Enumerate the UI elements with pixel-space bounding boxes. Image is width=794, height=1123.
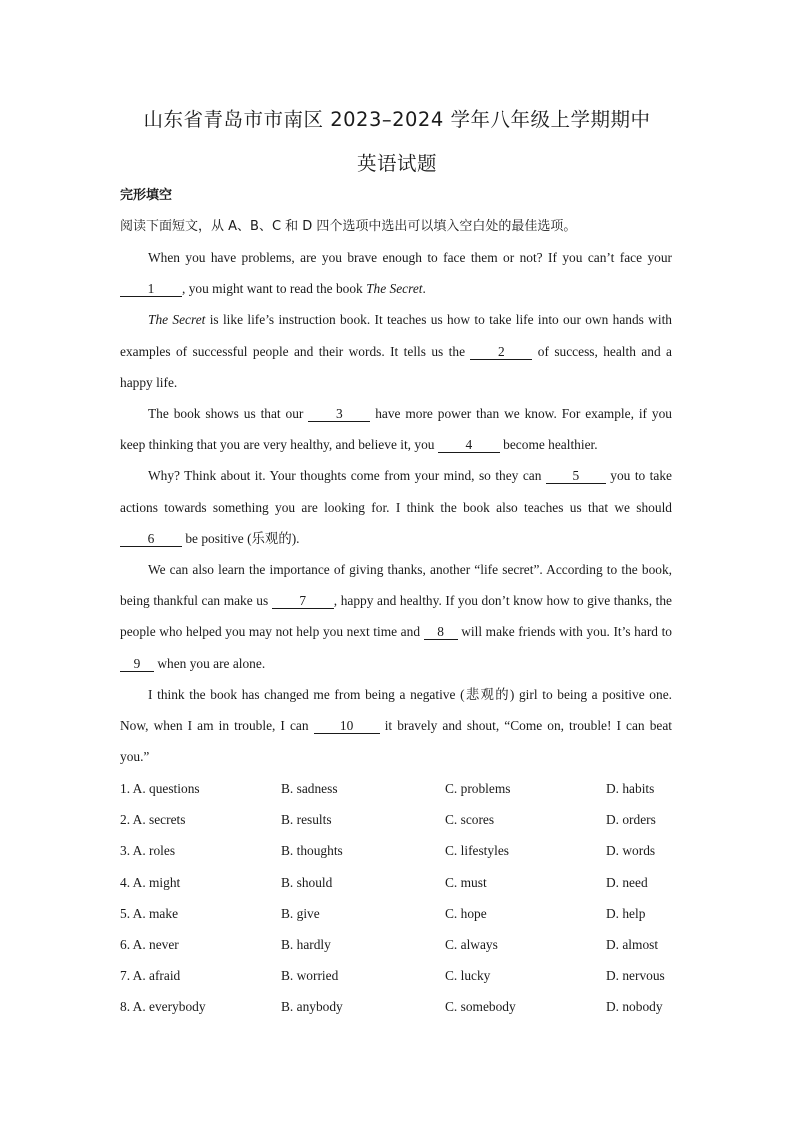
option-a: 6. A. never — [120, 936, 179, 952]
option-d: D. habits — [606, 781, 655, 796]
option-c: C. hope — [445, 905, 487, 921]
blank-2: 2 — [470, 344, 532, 360]
blank-6: 6 — [120, 531, 182, 547]
option-row — [120, 960, 680, 991]
option-b: B. sadness — [281, 781, 338, 796]
paragraph-1 — [120, 242, 672, 304]
option-c: C. scores — [445, 812, 495, 828]
option-b: B. worried — [281, 968, 339, 984]
option-a: 8. A. everybody — [120, 999, 206, 1015]
option-row — [120, 835, 680, 866]
option-d: D. orders — [606, 812, 656, 828]
section-heading: 完形填空 — [120, 188, 173, 203]
option-row — [120, 773, 680, 804]
text: . — [422, 281, 426, 297]
option-d: D. need — [606, 874, 648, 890]
instructions: 阅读下面短文，从 A、B、C 和 D 四个选项中选出可以填入空白处的最佳选项。 — [120, 219, 577, 234]
option-c: C. must — [445, 874, 487, 890]
option-c: C. problems — [445, 781, 511, 796]
option-a: 4. A. might — [120, 874, 181, 890]
blank-4: 4 — [438, 437, 500, 453]
option-b: B. give — [281, 905, 320, 921]
text: We can also learn the importance of giving thanks, another “life secret”. According to the book, being thankful can make us — [120, 562, 672, 609]
text: Why? Think about it. Your thoughts come from your mind, so they can — [148, 468, 546, 484]
option-d: D. nobody — [606, 999, 663, 1015]
option-b: B. thoughts — [281, 843, 343, 859]
cloze-passage — [120, 242, 672, 772]
option-a: 2. A. secrets — [120, 812, 186, 828]
option-b: B. anybody — [281, 999, 343, 1015]
document-title: 山东省青岛市市南区 2023–2024 学年八年级上学期期中 — [143, 108, 651, 131]
paragraph-2 — [120, 304, 672, 398]
text: it bravely and shout, “Come on, trouble! I can beat you.” — [120, 718, 672, 765]
paragraph-3 — [120, 398, 672, 460]
paragraph-5 — [120, 554, 672, 679]
text: I think the book has changed me from being a negative (悲观的) girl to being a positive one. Now, when I am in trouble, I can — [120, 686, 672, 734]
text: will make friends with you. It’s hard to — [457, 624, 672, 640]
text: The book shows us that our — [148, 406, 309, 422]
option-d: D. nervous — [606, 968, 665, 984]
option-a: 3. A. roles — [120, 843, 176, 859]
option-b: B. should — [281, 874, 333, 890]
book-title: The Secret — [366, 281, 423, 297]
option-row — [120, 867, 680, 898]
paragraph-6 — [120, 679, 672, 773]
option-b: B. results — [281, 812, 332, 828]
text: When you have problems, are you brave enough to face them or not? If you can’t face your — [148, 250, 672, 265]
blank-3: 3 — [308, 406, 370, 422]
blank-1: 1 — [120, 281, 182, 297]
book-title: The Secret — [148, 312, 206, 328]
blank-7: 7 — [272, 593, 334, 609]
option-d: D. words — [606, 843, 656, 859]
document-subtitle: 英语试题 — [356, 152, 437, 175]
text: , happy and healthy. If you don’t know how to give thanks, the people who helped you may not help you next time and — [120, 593, 672, 640]
answer-options — [120, 773, 680, 1023]
option-row — [120, 991, 680, 1022]
paragraph-4 — [120, 460, 672, 554]
option-row — [120, 804, 680, 835]
option-a: 7. A. afraid — [120, 968, 181, 984]
option-c: C. always — [445, 936, 498, 952]
option-b: B. hardly — [281, 936, 331, 952]
text: when you are alone. — [154, 655, 266, 671]
blank-5: 5 — [546, 468, 606, 484]
text: become healthier. — [499, 437, 598, 453]
blank-8: 8 — [424, 624, 458, 640]
text: is like life’s instruction book. It teaches us how to take life into our own hands with examples of successful people and their words. It tells us the — [120, 312, 672, 359]
option-c: C. lifestyles — [445, 843, 509, 859]
blank-9: 9 — [120, 656, 154, 672]
option-d: D. almost — [606, 936, 659, 952]
option-row — [120, 898, 680, 929]
text: have more power than we know. For example, if you keep thinking that you are very healthy, and believe it, you — [120, 406, 672, 453]
text: of success, health and a happy life. — [120, 343, 672, 390]
text: you to take actions towards something you are looking for. I think the book also teaches us that we should — [120, 468, 672, 515]
option-d: D. help — [606, 905, 646, 921]
option-a: 5. A. make — [120, 905, 179, 921]
blank-10: 10 — [314, 718, 380, 734]
option-c: C. somebody — [445, 999, 516, 1015]
text: , you might want to read the book — [182, 281, 367, 297]
option-c: C. lucky — [445, 968, 491, 984]
option-a: 1. A. questions — [120, 781, 200, 796]
option-row — [120, 929, 680, 960]
text: be positive (乐观的). — [182, 530, 300, 546]
